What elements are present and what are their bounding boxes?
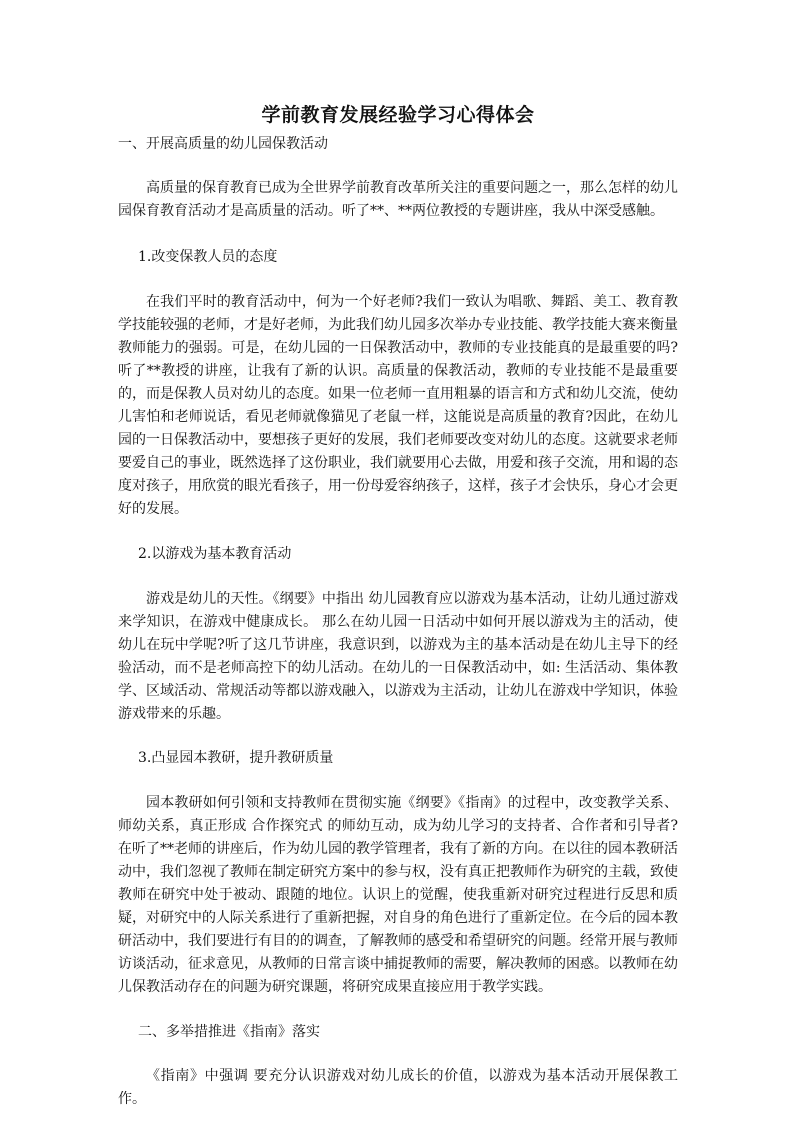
intro-paragraph: 高质量的保育教育已成为全世界学前教育改革所关注的重要问题之一，那么怎样的幼儿园保育教育活动才是高质量的活动。听了**、**两位教授的专题讲座，我从中深受感触。: [118, 180, 678, 219]
page-title: 学前教育发展经验学习心得体会: [261, 104, 535, 126]
spacer: [118, 521, 678, 542]
spacer: [118, 1044, 678, 1065]
spacer: [118, 770, 678, 792]
subheading-1: 1.改变保教人员的态度: [138, 249, 278, 265]
paragraph-2: 游戏是幼儿的天性。《纲要》中指出 幼儿园教育应以游戏为基本活动，让幼儿通过游戏来学知识，在游戏中健康成长。 那么在幼儿园一日活动中如何开展以游戏为主的活动，使幼儿在玩中学呢?听了这几节讲座，我意识到，以游戏为主的基本活动是在幼儿主导下的经验活动，而不是老师高控下的幼儿活动。在幼儿的一日保教活动中，如: 生活活动、集体教学、区域活动、常规活动等都以游戏融入，以游戏为主活动，让幼儿在游戏中学知识，体验游戏带来的乐趣。: [118, 591, 678, 722]
section-heading-2: 二、多举措推进《指南》落实: [138, 1024, 320, 1040]
spacer: [118, 726, 678, 746]
subheading-2: 2.以游戏为基本教育活动: [138, 546, 292, 562]
paragraph-3: 园本教研如何引领和支持教师在贯彻实施《纲要》《指南》的过程中，改变教学关系、师幼关系，真正形成 合作探究式 的师幼互动，成为幼儿学习的支持者、合作者和引导者?在听了**老师的讲座后，作为幼儿园的教学管理者，我有了新的方向。在以往的园本教研活动中，我们忽视了教师在制定研究方案中的参与权，没有真正把教师作为研究的主载，致使教师在研究中处于被动、跟随的地位。认识上的觉醒，使我重新对研究过程进行反思和质疑，对研究中的人际关系进行了重新把握，对自身的角色进行了重新定位。在今后的园本教研活动中，我们要进行有目的的调查，了解教师的感受和希望研究的问题。经常开展与教师访谈活动，征求意见，从教师的日常言谈中捕捉教师的需要，解决教师的困惑。以教师在幼儿保教活动存在的问题为研究课题，将研究成果直接应用于教学实践。: [118, 795, 678, 995]
spacer: [118, 223, 678, 245]
paragraph-4: 《指南》中强调 要充分认识游戏对幼儿成长的价值，以游戏为基本活动开展保教工作。: [118, 1068, 678, 1107]
spacer: [118, 269, 678, 291]
subheading-3: 3.凸显园本教研，提升教研质量: [138, 750, 334, 766]
section-heading-1: 一、开展高质量的幼儿园保教活动: [118, 136, 328, 152]
spacer: [118, 566, 678, 588]
spacer: [118, 156, 678, 177]
spacer: [118, 999, 678, 1020]
paragraph-1: 在我们平时的教育活动中，何为一个好老师?我们一致认为唱歌、舞蹈、美工、教育教学技能较强的老师，才是好老师，为此我们幼儿园多次举办专业技能、教学技能大赛来衡量教师能力的强弱。可是，在幼儿园的一日保教活动中，教师的专业技能真的是最重要的吗?听了**教授的讲座，让我有了新的认识。高质量的保教活动，教师的专业技能不是最重要的，而是保教人员对幼儿的态度。如果一位老师一直用粗暴的语言和方式和幼儿交流，使幼儿害怕和老师说话，看见老师就像猫见了老鼠一样，这能说是高质量的教育?因此，在幼儿园的一日保教活动中，要想孩子更好的发展，我们老师要改变对幼儿的态度。这就要求老师要爱自己的事业，既然选择了这份职业，我们就要用心去做，用爱和孩子交流，用和谒的态度对孩子，用欣赏的眼光看孩子，用一份母爱容纳孩子，这样，孩子才会快乐，身心才会更好的发展。: [118, 294, 678, 517]
